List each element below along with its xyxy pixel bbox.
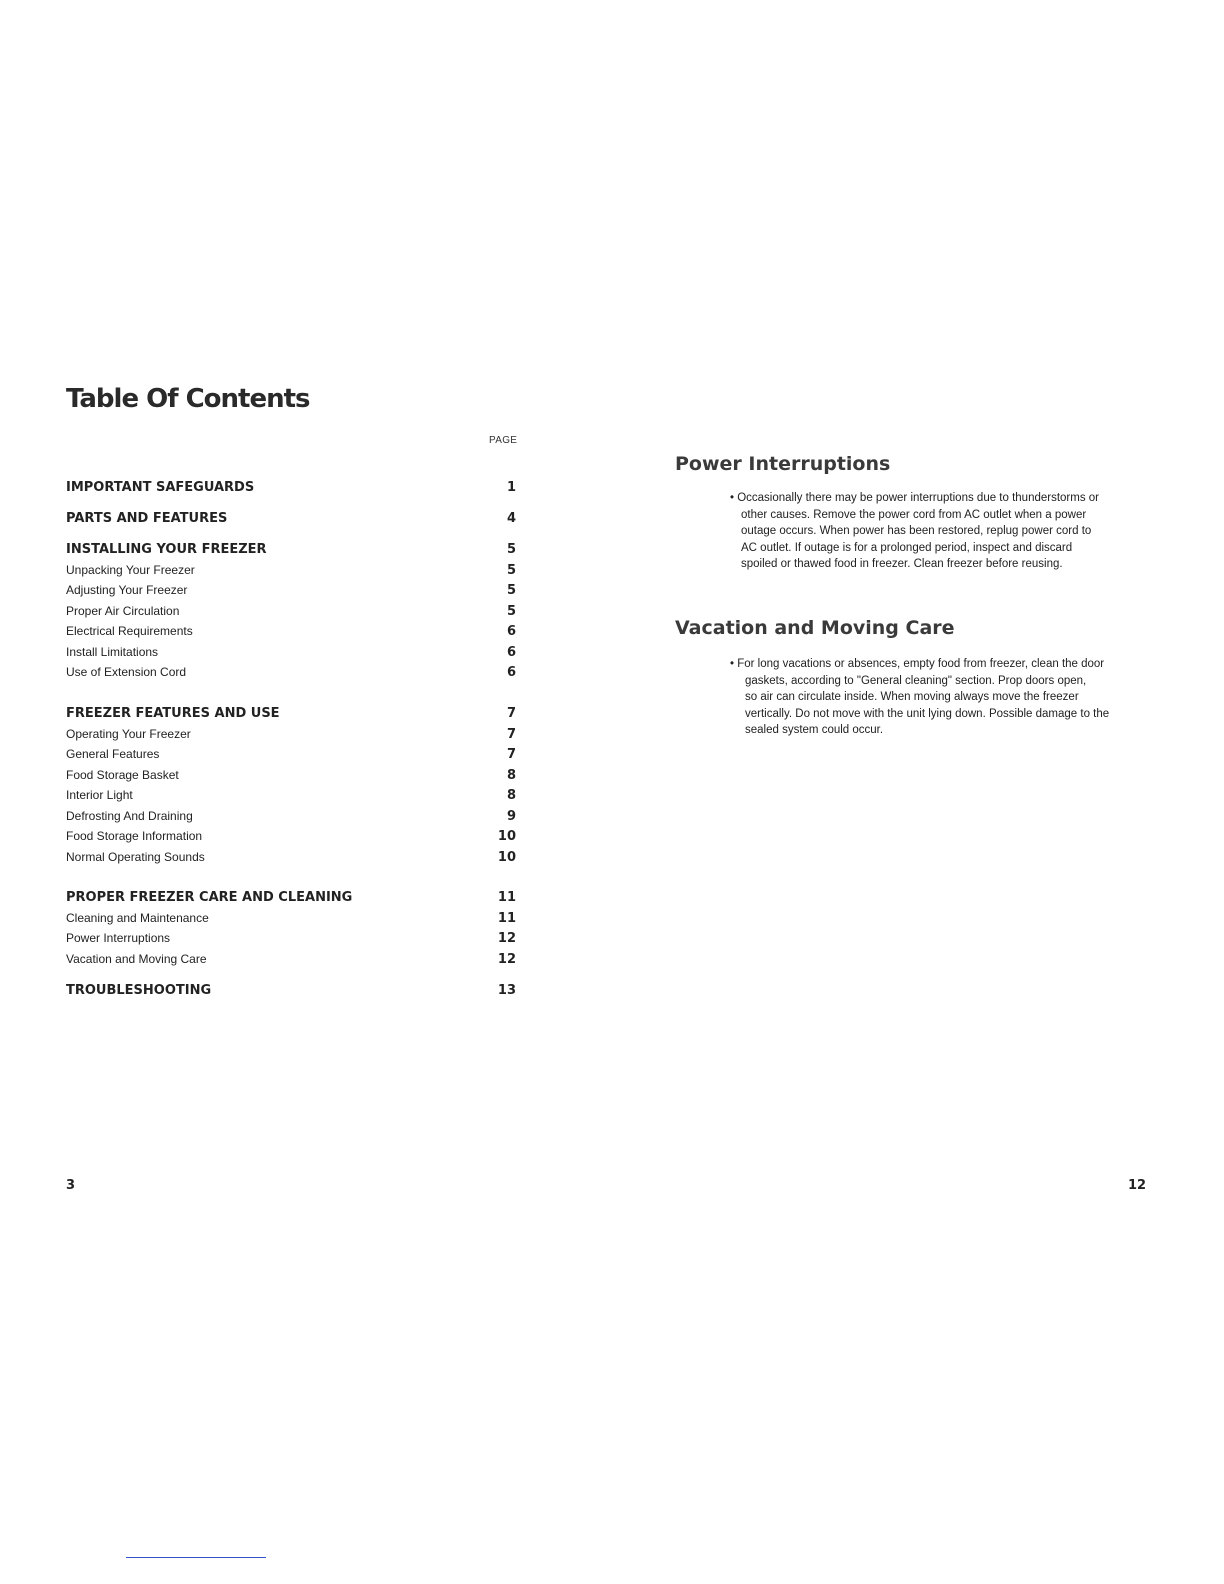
toc-entry-label: Electrical Requirements xyxy=(66,624,193,638)
text-line: gaskets, according to "General cleaning" section. Prop doors open, xyxy=(745,674,1087,687)
toc-entry-label: Food Storage Information xyxy=(66,829,203,843)
toc-entry-page: 5 xyxy=(506,604,516,619)
toc-entry-page: 12 xyxy=(497,931,516,946)
text-line: vertically. Do not move with the unit lying down. Possible damage to the xyxy=(745,707,1110,720)
toc-entry-page: 4 xyxy=(506,511,516,526)
text-line: so air can circulate inside. When moving always move the freezer xyxy=(745,691,1079,703)
toc-entry-page: 12 xyxy=(497,952,516,967)
toc-entry-label: Adjusting Your Freezer xyxy=(66,583,188,597)
toc-entry-page: 7 xyxy=(506,747,516,762)
power-interruptions-heading: Power Interruptions xyxy=(675,453,891,475)
toc-entry-label: Interior Light xyxy=(66,788,133,802)
toc-entry-label: INSTALLING YOUR FREEZER xyxy=(66,542,267,557)
toc-entry-page: 11 xyxy=(497,890,516,905)
toc-entry-label: Vacation and Moving Care xyxy=(66,952,207,966)
toc-entry-label: Operating Your Freezer xyxy=(66,727,191,741)
toc-entry-page: 13 xyxy=(497,983,516,998)
toc-entry-page: 9 xyxy=(506,809,516,824)
toc-entry xyxy=(66,542,516,562)
text-line: • For long vacations or absences, empty food from freezer, clean the door xyxy=(730,658,1105,670)
toc-entry-page: 6 xyxy=(506,645,516,660)
toc-entry-page: 5 xyxy=(506,542,516,557)
toc-entry xyxy=(66,983,516,1003)
toc-entry-page: 1 xyxy=(506,480,516,495)
toc-entry-page: 8 xyxy=(506,788,516,803)
toc-entry xyxy=(66,511,516,531)
toc-entry-page: 8 xyxy=(506,768,516,783)
toc-entry xyxy=(66,563,516,583)
toc-entry xyxy=(66,890,516,910)
toc-entry xyxy=(66,706,516,726)
toc-entry-label: PARTS AND FEATURES xyxy=(66,511,228,526)
text-line: AC outlet. If outage is for a prolonged period, inspect and discard xyxy=(741,541,1073,554)
toc-entry-page: 7 xyxy=(506,706,516,721)
toc-entry-label: General Features xyxy=(66,747,160,761)
toc-entry-page: 7 xyxy=(506,727,516,742)
toc-entry xyxy=(66,583,516,603)
toc-entry-label: TROUBLESHOOTING xyxy=(66,983,212,998)
vacation-moving-care-heading: Vacation and Moving Care xyxy=(675,617,955,639)
text-line: outage occurs. When power has been restored, replug power cord to xyxy=(741,525,1092,537)
toc-entry-label: Use of Extension Cord xyxy=(66,665,187,679)
toc-entry xyxy=(66,747,516,767)
toc-entry-page: 6 xyxy=(506,665,516,680)
text-line: spoiled or thawed food in freezer. Clean freezer before reusing. xyxy=(741,558,1063,570)
toc-entry-label: Cleaning and Maintenance xyxy=(66,911,209,925)
toc-entry-label: Unpacking Your Freezer xyxy=(66,563,195,577)
toc-entry xyxy=(66,788,516,808)
right-page-number: 12 xyxy=(1128,1178,1147,1193)
text-line: • Occasionally there may be power interruptions due to thunderstorms or xyxy=(730,492,1100,504)
toc-entry xyxy=(66,665,516,685)
toc-entry xyxy=(66,952,516,972)
toc-entry-label: Install Limitations xyxy=(66,645,159,659)
toc-entry-page: 5 xyxy=(506,563,516,578)
toc-entry-label: Normal Operating Sounds xyxy=(66,850,205,864)
toc-entry-label: PROPER FREEZER CARE AND CLEANING xyxy=(66,890,353,905)
toc-entry-label: IMPORTANT SAFEGUARDS xyxy=(66,480,255,495)
toc-entry-label: Proper Air Circulation xyxy=(66,604,180,618)
toc-entry-page: 10 xyxy=(497,850,516,865)
toc-entry-label: Power Interruptions xyxy=(66,931,171,945)
toc-title: Table Of Contents xyxy=(66,384,310,414)
toc-entry xyxy=(66,604,516,624)
toc-entry xyxy=(66,768,516,788)
divider xyxy=(126,1557,266,1558)
toc-entry xyxy=(66,480,516,500)
toc-entry-page: 6 xyxy=(506,624,516,639)
toc-entry xyxy=(66,911,516,931)
vacation-moving-care-text xyxy=(730,656,1160,739)
toc-entry-label: Defrosting And Draining xyxy=(66,809,193,823)
toc-entry xyxy=(66,624,516,644)
toc-entry xyxy=(66,829,516,849)
toc-entry-label: FREEZER FEATURES AND USE xyxy=(66,706,280,721)
toc-entry xyxy=(66,809,516,829)
page-column-label: PAGE xyxy=(489,435,518,446)
toc-entry-page: 10 xyxy=(497,829,516,844)
toc-entry xyxy=(66,931,516,951)
toc-entry-label: Food Storage Basket xyxy=(66,768,179,782)
toc-entry xyxy=(66,645,516,665)
text-line: other causes. Remove the power cord from AC outlet when a power xyxy=(741,508,1087,521)
toc-entry-page: 11 xyxy=(497,911,516,926)
power-interruptions-text xyxy=(730,490,1160,573)
left-page-number: 3 xyxy=(66,1178,76,1193)
toc-entry xyxy=(66,850,516,870)
toc-entry-page: 5 xyxy=(506,583,516,598)
text-line: sealed system could occur. xyxy=(745,724,884,736)
toc-entry xyxy=(66,727,516,747)
